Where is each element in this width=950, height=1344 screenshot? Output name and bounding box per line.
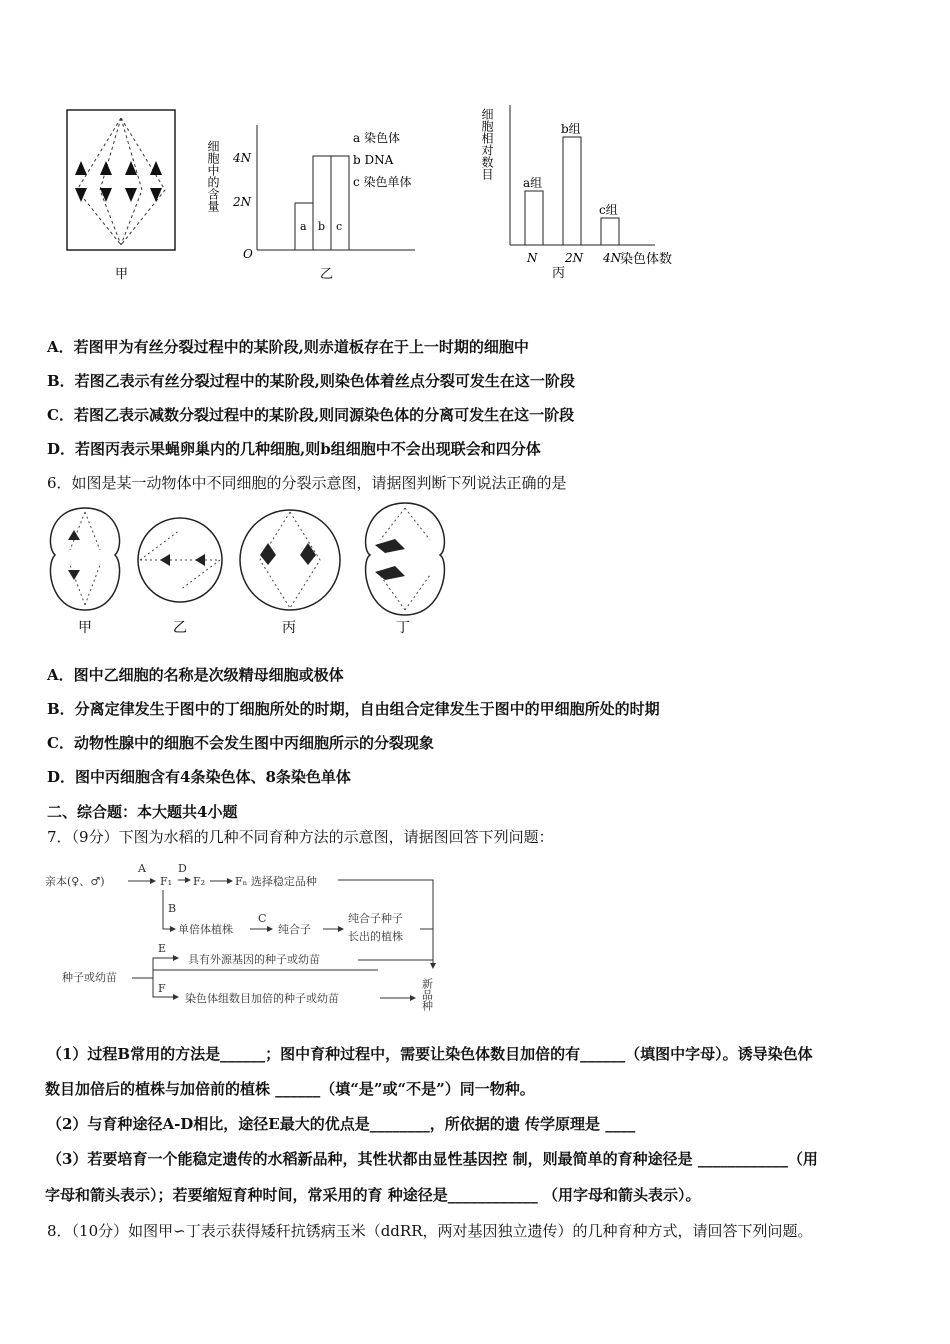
bing-label: 丙 bbox=[552, 266, 566, 281]
bing-xtick: 2N bbox=[565, 251, 584, 265]
breeding-diagram bbox=[40, 850, 460, 1020]
cell-label-jia: 甲 bbox=[78, 620, 92, 636]
cell-label-yi: 乙 bbox=[173, 620, 187, 636]
diagram-e-result: 具有外源基因的种子或幼苗 bbox=[188, 953, 320, 966]
yi-label: 乙 bbox=[320, 267, 334, 282]
q7-stem: 7．（9分）下图为水稻的几种不同育种方法的示意图，请据图回答下列问题： bbox=[47, 828, 554, 846]
diagram-label-d: D bbox=[178, 862, 187, 875]
q5-option-c: C．若图乙表示减数分裂过程中的某阶段,则同源染色体的分离可发生在这一阶段 bbox=[47, 406, 575, 424]
bar-label-b: b bbox=[318, 220, 326, 233]
bing-bar-2 bbox=[601, 218, 619, 245]
chart-yi bbox=[206, 125, 415, 282]
q7-line-3: （2）与育种途径A-D相比，途径E最大的优点是________，所依据的遗 传学原理是 ____ bbox=[47, 1115, 636, 1133]
bing-xtick: 4N bbox=[603, 251, 622, 265]
bing-xlabel: 染色体数 bbox=[620, 252, 673, 267]
diagram-label-e: E bbox=[158, 942, 167, 955]
diagram-label-c: C bbox=[258, 912, 267, 925]
q6-option-b: B．分离定律发生于图中的丁细胞所处的时期，自由组合定律发生于图中的甲细胞所处的时期 bbox=[47, 700, 660, 718]
q7-line-5: 字母和箭头表示）；若要缩短育种时间，常采用的育 种途径是____________ （用字母和箭头表示）。 bbox=[45, 1186, 701, 1204]
bing-bar-1 bbox=[563, 137, 581, 245]
q7-line-1: （1）过程B常用的方法是______；图中育种过程中，需要让染色体数目加倍的有______（填图中字母）。诱导染色体 bbox=[47, 1045, 813, 1063]
tick-4n: 4N bbox=[233, 151, 252, 165]
diagram-seed: 种子或幼苗 bbox=[62, 971, 117, 984]
diagram-pure: 纯合子 bbox=[278, 923, 311, 936]
bing-xtick: N bbox=[527, 251, 538, 265]
q6-stem: 6．如图是某一动物体中不同细胞的分裂示意图，请据图判断下列说法正确的是 bbox=[47, 474, 567, 492]
yi-ylabel: 细胞中的含量 bbox=[206, 140, 220, 212]
legend-b: b DNA bbox=[353, 153, 394, 167]
tick-2n: 2N bbox=[233, 195, 252, 209]
diagram-label-a: A bbox=[138, 862, 146, 875]
diagram-haploid: 单倍体植株 bbox=[178, 923, 233, 936]
q6-option-a: A．图中乙细胞的名称是次级精母细胞或极体 bbox=[47, 666, 344, 684]
bar-label-c: c bbox=[336, 220, 343, 233]
section-heading: 二、综合题：本大题共4小题 bbox=[47, 803, 238, 821]
q7-line-2: 数目加倍后的植株与加倍前的植株 ______（填“是”或“不是”）同一物种。 bbox=[45, 1080, 535, 1098]
diagram-f1: F₁ bbox=[160, 875, 173, 888]
figure-cells bbox=[40, 500, 460, 640]
q5-option-d: D．若图丙表示果蝇卵巢内的几种细胞,则b组细胞中不会出现联会和四分体 bbox=[47, 440, 541, 458]
cell-label-bing: 丙 bbox=[282, 620, 296, 636]
diagram-f-result: 染色体组数目加倍的种子或幼苗 bbox=[185, 992, 339, 1005]
tick-origin: O bbox=[243, 247, 253, 261]
bar-b bbox=[313, 156, 331, 250]
bar-label-a: a bbox=[300, 220, 307, 233]
diagram-fn: Fₙ 选择稳定品种 bbox=[235, 875, 317, 888]
bar-c bbox=[331, 156, 349, 250]
bing-bar-label: b组 bbox=[561, 122, 581, 136]
diagram-label-f: F bbox=[158, 982, 166, 995]
diagram-new-variety: 新品种 bbox=[420, 978, 434, 1011]
bing-bar-label: a组 bbox=[523, 176, 543, 190]
diagram-pure-plant-2: 长出的植株 bbox=[348, 930, 403, 943]
diagram-label-b: B bbox=[168, 902, 177, 915]
diagram-parent: 亲本(♀、♂) bbox=[45, 875, 105, 888]
bing-bar-label: c组 bbox=[599, 203, 618, 217]
q8-stem: 8．（10分）如图甲∽丁表示获得矮秆抗锈病玉米（ddRR，两对基因独立遗传）的几种育种方式，请回答下列问题。 bbox=[47, 1222, 813, 1240]
bing-ylabel: 细胞相对数目 bbox=[480, 108, 494, 180]
jia-label: 甲 bbox=[115, 267, 129, 282]
diagram-f2: F₂ bbox=[193, 875, 206, 888]
q6-option-c: C．动物性腺中的细胞不会发生图中丙细胞所示的分裂现象 bbox=[47, 734, 434, 752]
legend-a: a 染色体 bbox=[353, 131, 400, 145]
bing-bar-0 bbox=[525, 191, 543, 245]
q7-line-4: （3）若要培育一个能稳定遗传的水稻新品种，其性状都由显性基因控 制，则最简单的育种途径是 ____________（用 bbox=[47, 1150, 818, 1168]
legend-c: c 染色单体 bbox=[353, 175, 412, 189]
cell-jia-figure bbox=[67, 110, 175, 282]
cell-label-ding: 丁 bbox=[396, 620, 410, 636]
q5-option-b: B．若图乙表示有丝分裂过程中的某阶段,则染色体着丝点分裂可发生在这一阶段 bbox=[47, 372, 575, 390]
q5-option-a: A．若图甲为有丝分裂过程中的某阶段,则赤道板存在于上一时期的细胞中 bbox=[47, 338, 529, 356]
q6-option-d: D．图中丙细胞含有4条染色体、8条染色单体 bbox=[47, 768, 351, 786]
figure-top bbox=[55, 100, 705, 290]
diagram-pure-plant-1: 纯合子种子 bbox=[348, 912, 403, 925]
chart-bing bbox=[480, 105, 672, 281]
